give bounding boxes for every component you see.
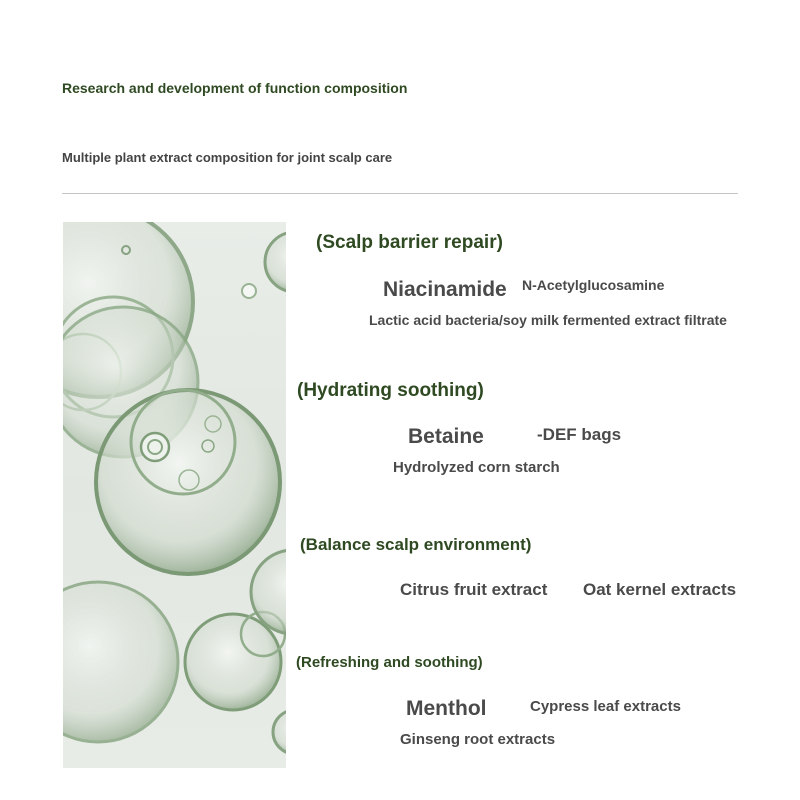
section-title-balance: (Balance scalp environment) (300, 535, 532, 554)
page-subtitle: Multiple plant extract composition for joint scalp care (62, 150, 393, 165)
ingredient-oat-kernel-extracts: Oat kernel extracts (583, 580, 737, 599)
ingredient-betaine: Betaine (408, 425, 484, 448)
section-title-scalp-barrier: (Scalp barrier repair) (316, 232, 503, 253)
ingredient-menthol: Menthol (406, 697, 487, 720)
ingredient-ginseng-root-extracts: Ginseng root extracts (400, 731, 556, 748)
section-title-refreshing: (Refreshing and soothing) (296, 654, 483, 671)
divider (62, 193, 738, 194)
section-title-hydrating: (Hydrating soothing) (297, 380, 484, 401)
ingredient-cypress-leaf-extracts: Cypress leaf extracts (530, 698, 681, 715)
bubbles-illustration-icon (63, 222, 286, 768)
ingredient-citrus-fruit-extract: Citrus fruit extract (400, 580, 548, 599)
ingredient-niacinamide: Niacinamide (383, 278, 507, 301)
ingredient-hydrolyzed-corn-starch: Hydrolyzed corn starch (393, 459, 560, 476)
ingredient-def-bags: -DEF bags (537, 425, 622, 444)
ingredient-n-acetylglucosamine: N-Acetylglucosamine (522, 277, 665, 293)
page-title: Research and development of function composition (62, 80, 408, 96)
ingredient-lactic-acid-bacteria: Lactic acid bacteria/soy milk fermented extract filtrate (369, 312, 727, 328)
